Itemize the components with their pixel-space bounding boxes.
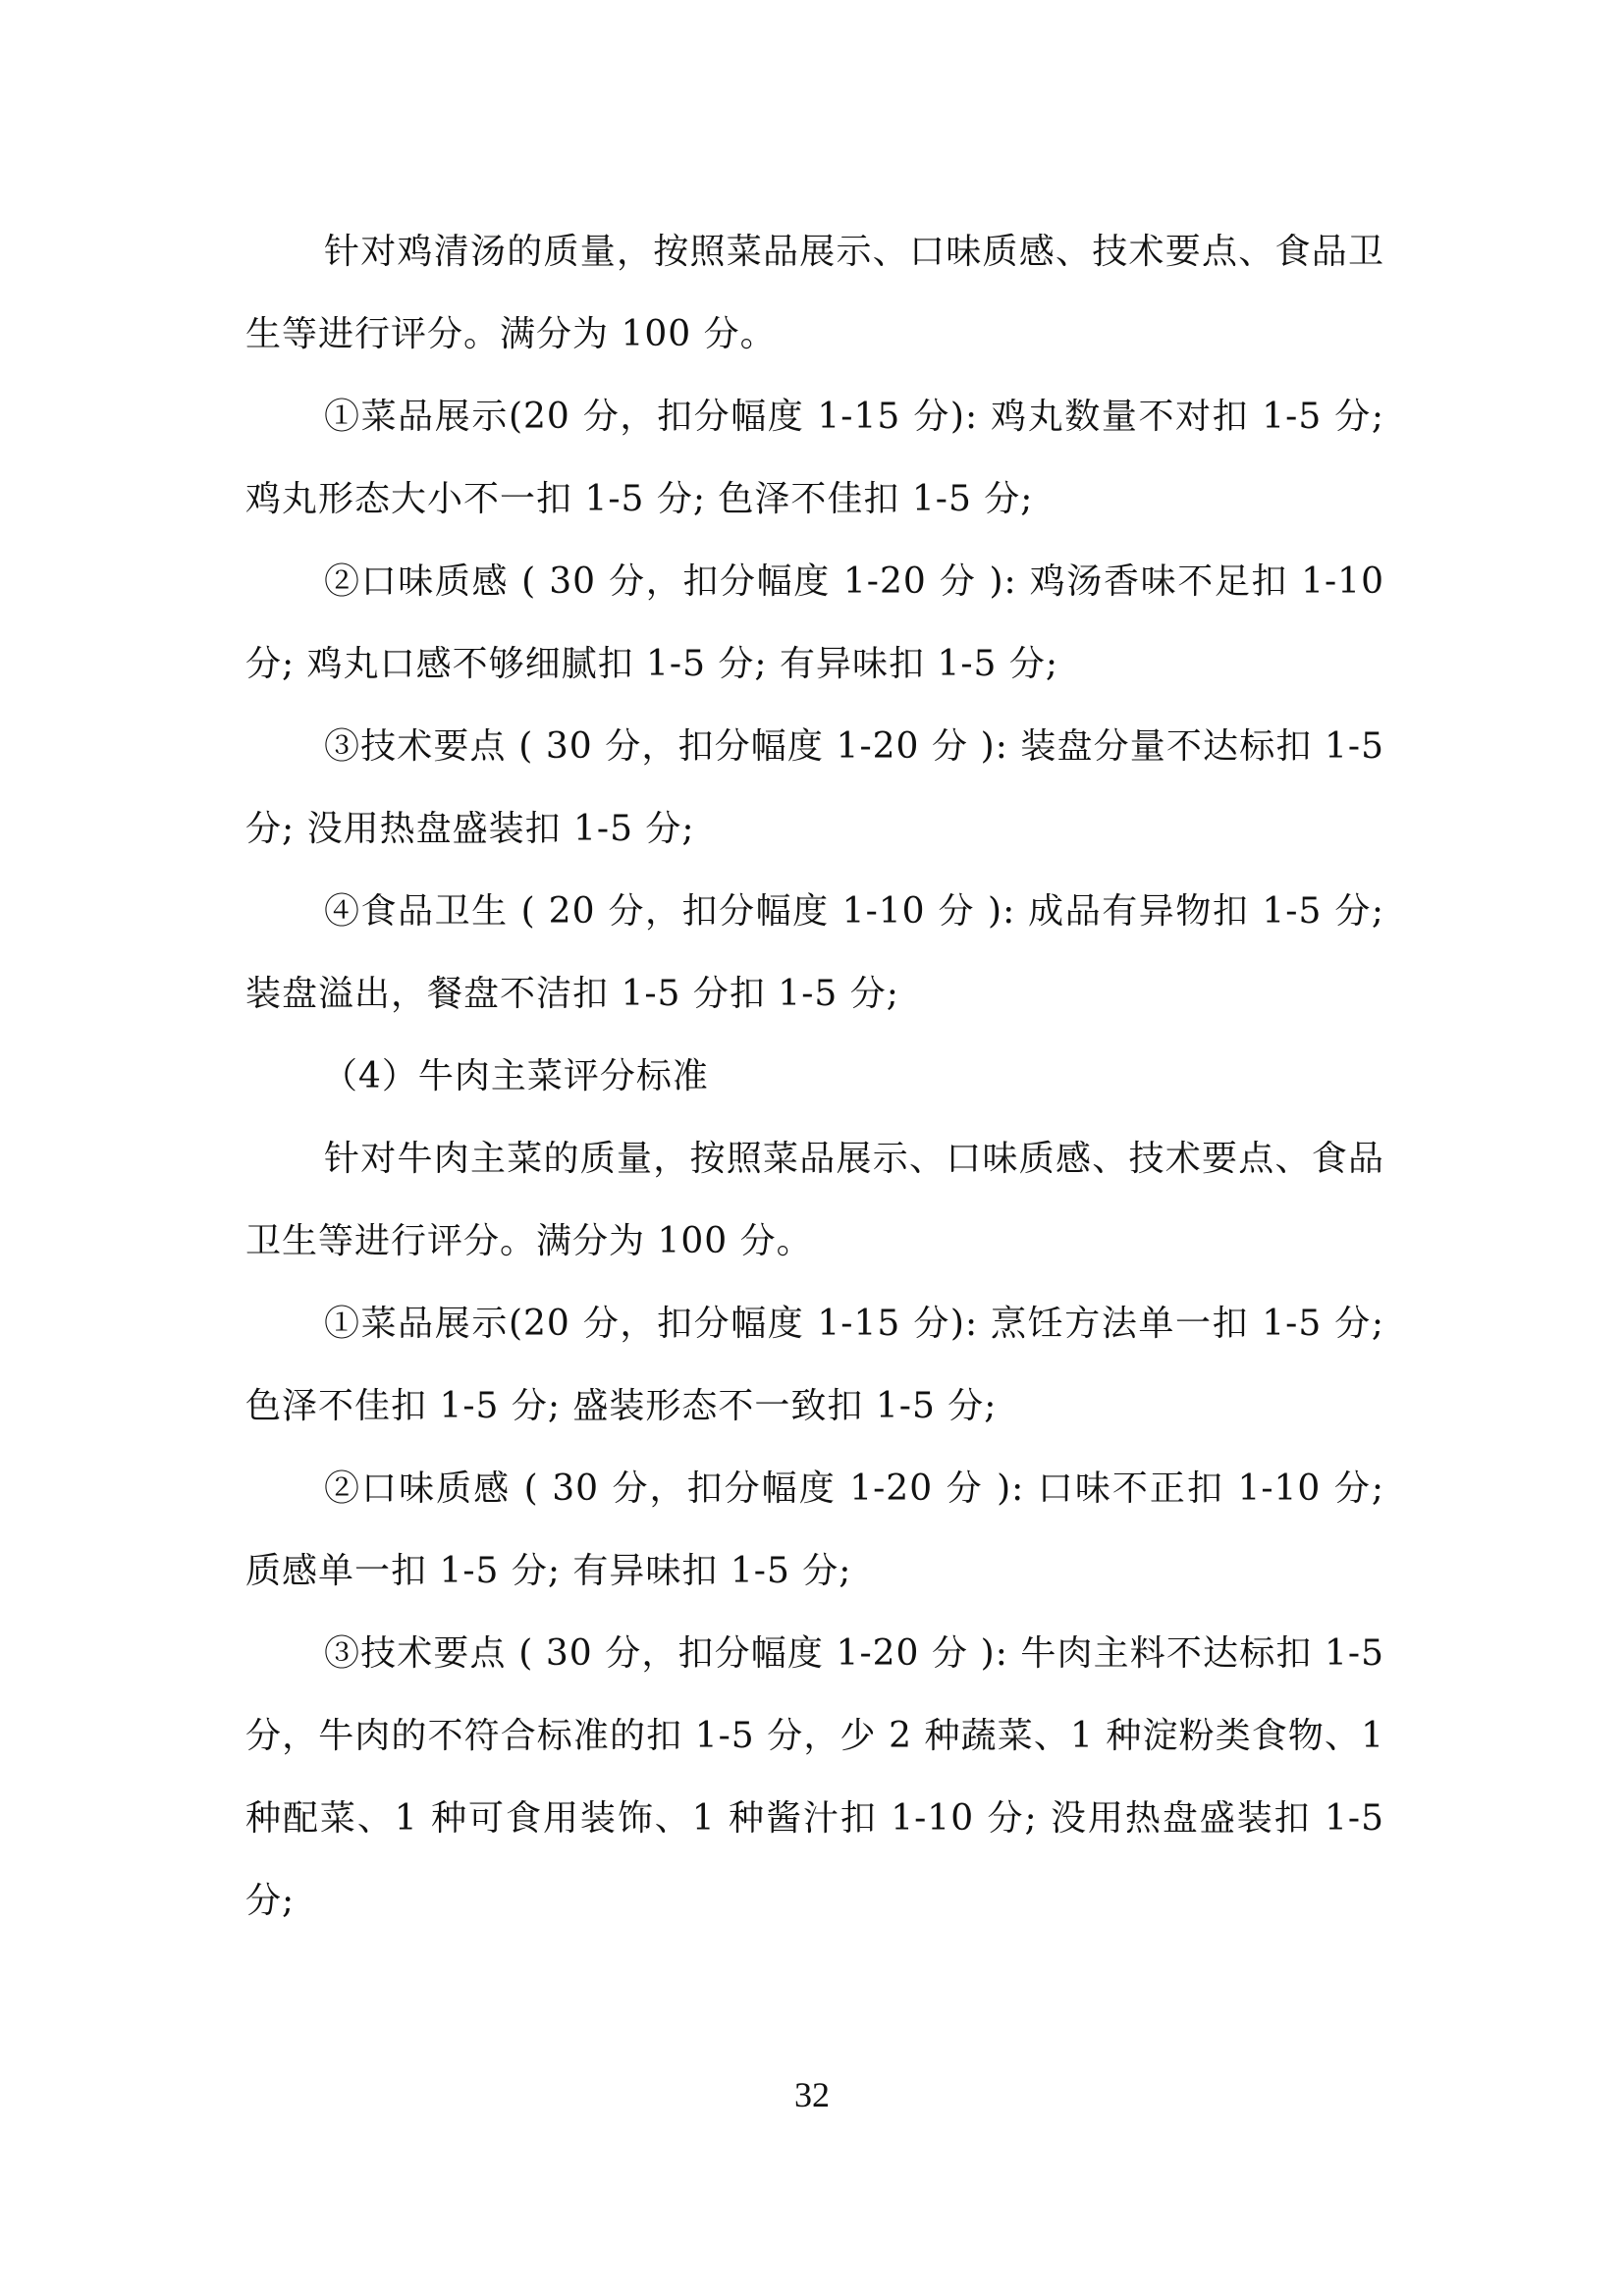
chicken-soup-intro: 针对鸡清汤的质量，按照菜品展示、口味质感、技术要点、食品卫生等进行评分。满分为 100 分。 (245, 232, 1384, 354)
chicken-soup-taste: ②口味质感 ( 30 分，扣分幅度 1-20 分 ): 鸡汤香味不足扣 1-10 分; 鸡丸口感不够细腻扣 1-5 分; 有异味扣 1-5 分; (245, 561, 1384, 684)
beef-main-presentation: ①菜品展示(20 分，扣分幅度 1-15 分): 烹饪方法单一扣 1-5 分; 色泽不佳扣 1-5 分; 盛装形态不一致扣 1-5 分; (245, 1304, 1384, 1426)
beef-main-technique: ③技术要点 ( 30 分，扣分幅度 1-20 分 ): 牛肉主料不达标扣 1-5 分，牛肉的不符合标准的扣 1-5 分，少 2 种蔬菜、1 种淀粉类食物、1 种配菜、1 种可食用装饰、1 种酱汁扣 1-10 分; 没用热盘盛装扣 1-5 分; (245, 1633, 1384, 1921)
page-number: 32 (794, 2075, 830, 2114)
chicken-soup-presentation: ①菜品展示(20 分，扣分幅度 1-15 分): 鸡丸数量不对扣 1-5 分; 鸡丸形态大小不一扣 1-5 分; 色泽不佳扣 1-5 分; (245, 397, 1384, 519)
chicken-soup-hygiene: ④食品卫生 ( 20 分，扣分幅度 1-10 分 ): 成品有异物扣 1-5 分; 装盘溢出，餐盘不洁扣 1-5 分扣 1-5 分; (245, 891, 1384, 1014)
beef-main-heading: （4）牛肉主菜评分标准 (322, 1056, 709, 1096)
chicken-soup-technique: ③技术要点 ( 30 分，扣分幅度 1-20 分 ): 装盘分量不达标扣 1-5 分; 没用热盘盛装扣 1-5 分; (245, 726, 1384, 849)
body-text (245, 211, 1384, 1943)
beef-main-intro: 针对牛肉主菜的质量，按照菜品展示、口味质感、技术要点、食品卫生等进行评分。满分为 100 分。 (245, 1139, 1384, 1261)
beef-main-taste: ②口味质感 ( 30 分，扣分幅度 1-20 分 ): 口味不正扣 1-10 分; 质感单一扣 1-5 分; 有异味扣 1-5 分; (245, 1468, 1384, 1591)
